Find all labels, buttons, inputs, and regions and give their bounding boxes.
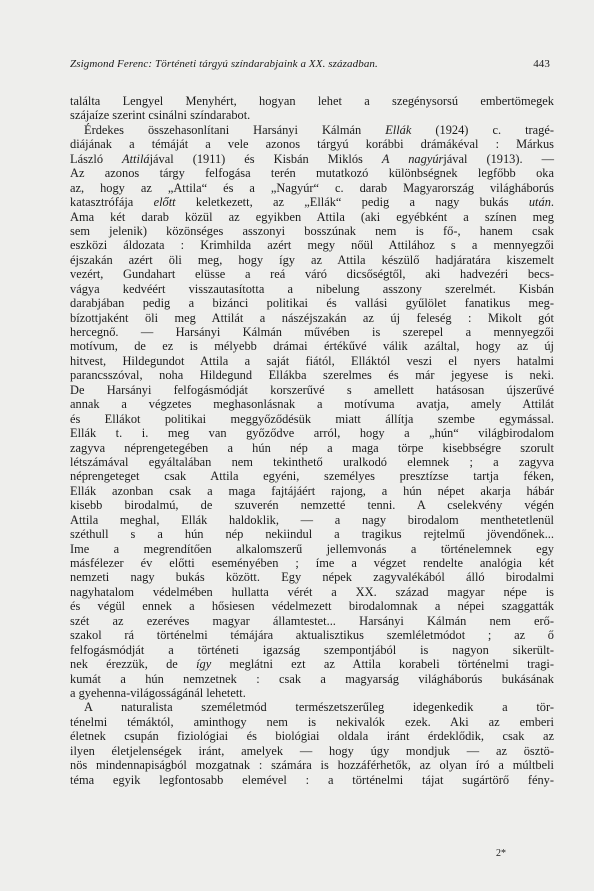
text-line: annak a végzetes meghasonlásnak a motívuma avatja, amely Attilát bbox=[70, 397, 554, 412]
text-line: A naturalista személetmód természetszerűleg idegenkedik a tör- bbox=[84, 700, 554, 715]
text-line: és Ellákot politikai meggyőződésük miatt állítja szembe egymással. bbox=[70, 411, 554, 426]
text-line: téma egyik legfontosabb elemével : a történelmi tájat sugártörő fény- bbox=[70, 772, 554, 787]
text-line: darabjában pedig a bizánci politikai és vallási gyűlölet fanatikus meg- bbox=[70, 296, 554, 311]
running-header bbox=[70, 58, 550, 70]
text-line: Attila meghal, Ellák haldoklik, — a nagy birodalom menthetetlenül bbox=[70, 512, 554, 527]
text-line: Ama két darab közül az egyikben Attila (aki egyébként a színen meg bbox=[70, 209, 554, 224]
text-line: katasztrófája előtt keletkezett, az „Ellák“ pedig a nagy bukás után. bbox=[70, 195, 554, 210]
signature-mark: 2* bbox=[496, 848, 506, 859]
text-line: néprengeteget csak Attila egyéni, személyes presztízse tartja féken, bbox=[70, 469, 554, 484]
text-line: ilyen életjelenségek iránt, amelyek — hogy úgy mondjuk — az ösztö- bbox=[70, 743, 554, 758]
body-text bbox=[70, 94, 554, 787]
text-line: nemzeti nagy bukás között. Egy népek zagyvalékából álló birodalmi bbox=[70, 570, 554, 585]
text-line: nagyhatalom védelmében hullatta vérét a XX. század magyar népe is bbox=[70, 584, 554, 599]
text-line: éjszakán azért öli meg, hogy így az Attila készülő hadjáratára kiszemelt bbox=[70, 252, 554, 267]
text-line: Ellák t. i. meg van győződve arról, hogy a „hún“ világbirodalom bbox=[70, 426, 554, 441]
text-line: De Harsányi felfogásmódját korszerűvé s amellett hatásosan újszerűvé bbox=[70, 382, 554, 397]
text-line: másfélezer év előtti eseményében ; íme a végzet rendelte analógia két bbox=[70, 556, 554, 570]
text-line: vágya kedvéért visszautasította a nibelung asszony szerelmét. Kisbán bbox=[70, 281, 554, 296]
text-line: motívum, de ez is mélyebb drámai értékűvé válik azáltal, hogy az új bbox=[70, 339, 554, 354]
text-line: sem jelenik) közönséges asszonyi bosszúnak nem is fő-, hanem csak bbox=[70, 223, 554, 238]
text-line: és végül ennek a hősiesen védelmezett birodalomnak a népei szaggatták bbox=[70, 599, 554, 614]
text-line: szakol rá történelmi témájára aktualisztikus szemléletmódot ; az ő bbox=[70, 628, 554, 643]
text-line: szájaíze szerint csinálni színdarabot. bbox=[70, 108, 251, 123]
text-line: vezért, Gundahart elüsse a reá váró dicsőségtől, aki hadvezéri becs- bbox=[70, 267, 554, 282]
text-line: kisebb birodalmú, de szuverén nemzetté tenni. A cselekvény végén bbox=[70, 498, 554, 513]
text-line: hitvest, Hildegundot Attila a saját fiától, Elláktól veszi el nyers hatalmi bbox=[70, 353, 554, 368]
text-line: a gyehenna-világosságánál lehetett. bbox=[70, 685, 246, 700]
running-title: Zsigmond Ferenc: Történeti tárgyú színdarabjaink a XX. században. bbox=[70, 58, 378, 70]
text-line: kumát a hún nemzetnek : csak a magyarság világháborús bukásának bbox=[70, 671, 554, 686]
text-line: felfogásmódját a történeti igazság szempontjából is nagyon sikerült- bbox=[70, 642, 554, 657]
text-line: Az azonos tárgy felfogása terén mutatkozó különbségnek legfőbb oka bbox=[70, 166, 554, 181]
text-line: diájának a témáját a vele azonos tárgyú korábbi drámákéval : Márkus bbox=[70, 137, 554, 152]
text-line: Ellák azonban csak a maga fajtájáért rajong, a hún népet akarja hábár bbox=[70, 483, 554, 498]
text-line: ténelmi témáktól, aminthogy nem is nekivalók ezek. Aki az emberi bbox=[70, 714, 554, 729]
text-line: bízottjaként öli meg Attilát a nászéjszakán az új feleség : Mikolt gót bbox=[70, 310, 554, 325]
text-line: szét az ezeréves magyar államtestet... Harsányi Kálmán nem erő- bbox=[70, 613, 554, 628]
text-line: parancsszóval, noha Hildegund Ellákba szerelmes és már jegyese is neki. bbox=[70, 368, 554, 383]
text-line: életnek csupán fiziológiai és biológiai oldala iránt érdeklődik, csak az bbox=[70, 729, 554, 744]
text-line: Érdekes összehasonlítani Harsányi Kálmán Ellák (1924) c. tragé- bbox=[84, 122, 554, 137]
text-line: zagyva néprengetegében a hún nép a maga törpe kisebbségre szorult bbox=[70, 440, 554, 455]
text-line: eszközi áldozata : Krimhilda azért megy nőül Attilához s a mennyegzői bbox=[70, 238, 554, 253]
text-line: létszámával egyáltalában nem tekinthető uralkodó elemnek ; a zagyva bbox=[70, 454, 554, 469]
text-line: hercegnő. — Harsányi Kálmán művében is szerepel a mennyegzői bbox=[70, 325, 554, 339]
text-line: László Attilájával (1911) és Kisbán Miklós A nagyúrjával (1913). — bbox=[70, 151, 554, 166]
text-line: találta Lengyel Menyhért, hogyan lehet a szegénysorsú embertömegek bbox=[70, 94, 554, 108]
text-line: nös mindennapiságból mozgatnak : számára is hozzáférhetők, az olyan író a múltbeli bbox=[70, 758, 554, 773]
text-line: nek érezzük, de így meglátni ezt az Attila korabeli történelmi tragi- bbox=[70, 657, 554, 672]
text-line: az, hogy az „Attila“ és a „Nagyúr“ c. darab Magyarország világháborús bbox=[70, 180, 554, 195]
page-number: 443 bbox=[533, 58, 550, 70]
text-line: Ime a megrendítően alkalomszerű jellemvonás a történelemnek egy bbox=[70, 541, 554, 556]
text-line: széthull s a hún nép nekiindul a tragikus rejtelmű jövendőnek... bbox=[70, 527, 554, 542]
